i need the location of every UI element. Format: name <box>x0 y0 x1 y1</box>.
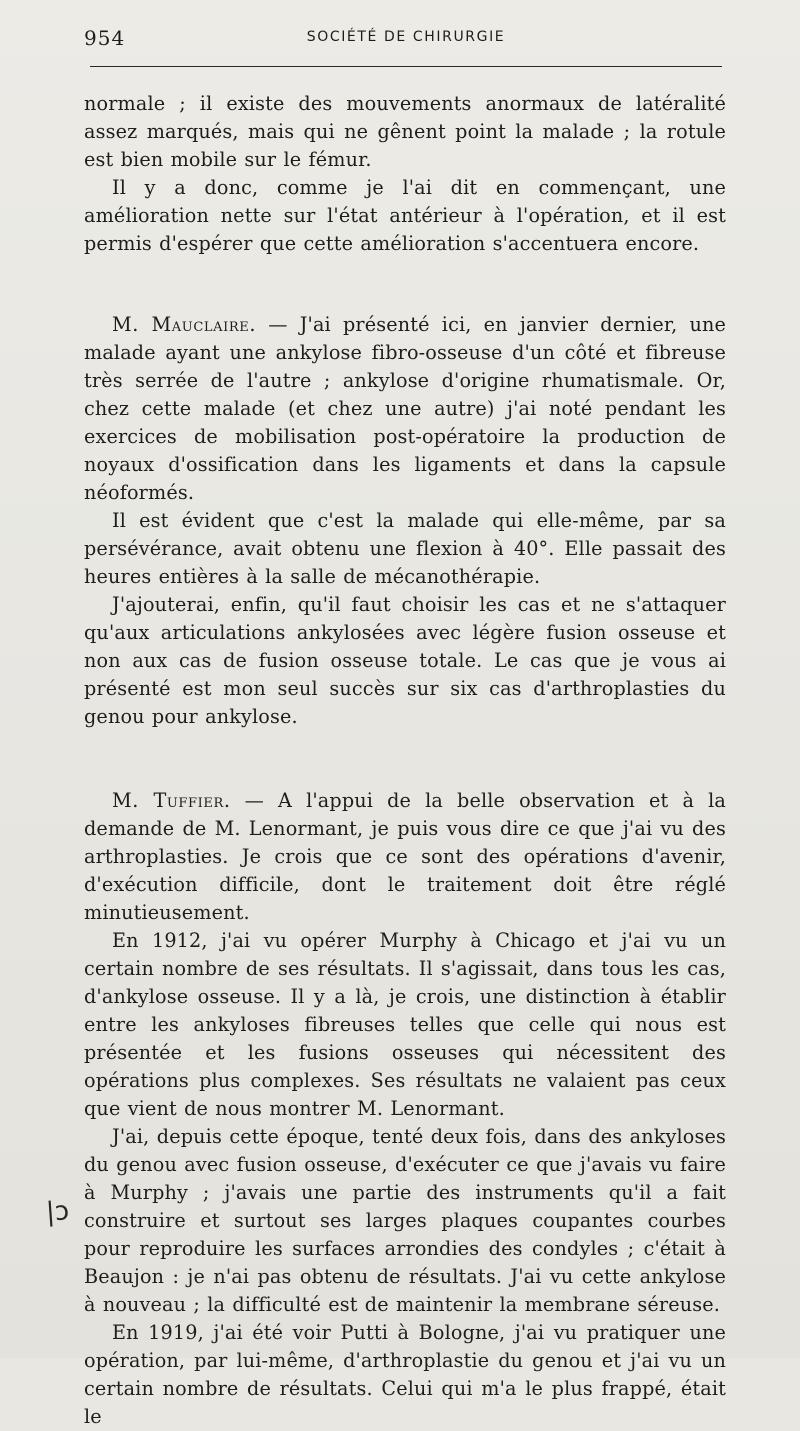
page-header <box>84 26 728 56</box>
section-gap <box>84 731 726 787</box>
tuffier-intervention <box>84 787 726 927</box>
body-text <box>84 90 726 1431</box>
page-number: 954 <box>84 26 126 50</box>
paragraph-conclusion: Il y a donc, comme je l'ai dit en commençant, une amélioration nette sur l'état antérieur à l'opération, et il est permis d'espérer que cette amélioration s'accentuera encore. <box>84 176 726 255</box>
header-divider <box>90 66 722 67</box>
mauclaire-first-text: — J'ai présenté ici, en janvier dernier, une malade ayant une ankylose fibro-osseuse d'un côté et fibreuse très serrée de l'autre ; ankylose d'origine rhumatismale. Or, chez cette malade (et chez une autre) j'ai noté pendant les exercices de mobilisation post-opératoire la production de noyaux d'ossification dans les ligaments et dans la capsule néoformés. <box>84 313 727 504</box>
tuffier-paragraph-3: J'ai, depuis cette époque, tenté deux fois, dans des ankyloses du genou avec fusion osseuse, d'exécuter ce que j'avais vu faire à Murphy ; j'avais une partie des instruments qu'il a fait construire et surtout ses larges plaques coupantes courbes pour reproduire les surfaces arrondies des condyles ; c'était à Beaujon : je n'ai pas obtenu de résultats. J'ai vu cette ankylose à nouveau ; la difficulté est de maintenir la membrane séreuse. <box>84 1125 726 1316</box>
handwritten-margin-mark: |ↄ <box>44 1196 71 1228</box>
section-gap <box>84 258 726 311</box>
paragraph-continuation: normale ; il existe des mouvements anormaux de latéralité assez marqués, mais qui ne gênent point la malade ; la rotule est bien mobile sur le fémur. <box>84 92 726 171</box>
tuffier-paragraph-4: En 1919, j'ai été voir Putti à Bologne, j'ai vu pratiquer une opération, par lui-même, d'arthroplastie du genou et j'ai vu un certain nombre de résultats. Celui qui m'a le plus frappé, était le <box>84 1321 726 1428</box>
running-head: SOCIÉTÉ DE CHIRURGIE <box>306 29 506 45</box>
mauclaire-paragraph-2: Il est évident que c'est la malade qui elle-même, par sa persévérance, avait obtenu une flexion à 40°. Elle passait des heures entières à la salle de mécanothérapie. <box>84 509 726 588</box>
tuffier-paragraph-2: En 1912, j'ai vu opérer Murphy à Chicago et j'ai vu un certain nombre de ses résultats. Il s'agissait, dans tous les cas, d'ankylose osseuse. Il y a là, je crois, une distinction à établir entre les ankyloses fibreuses telles que celle qui nous est présentée et les fusions osseuses qui nécessitent des opérations plus complexes. Ses résultats ne valaient pas ceux que vient de nous montrer M. Lenormant. <box>84 929 726 1120</box>
speaker-name-tuffier: M. Tuffier. <box>112 789 231 812</box>
tuffier-first-text: — A l'appui de la belle observation et à la demande de M. Lenormant, je puis vous dire ce que j'ai vu des arthroplasties. Je crois que ce sont des opérations d'avenir, d'exécution difficile, dont le traitement doit être réglé minutieusement. <box>84 789 726 924</box>
mauclaire-intervention <box>84 311 726 507</box>
mauclaire-paragraph-3: J'ajouterai, enfin, qu'il faut choisir les cas et ne s'attaquer qu'aux articulations ankylosées avec légère fusion osseuse et non aux cas de fusion osseuse totale. Le cas que je vous ai présenté est mon seul succès sur six cas d'arthroplasties du genou pour ankylose. <box>84 593 726 728</box>
speaker-name-mauclaire: M. Mauclaire. <box>112 313 257 336</box>
